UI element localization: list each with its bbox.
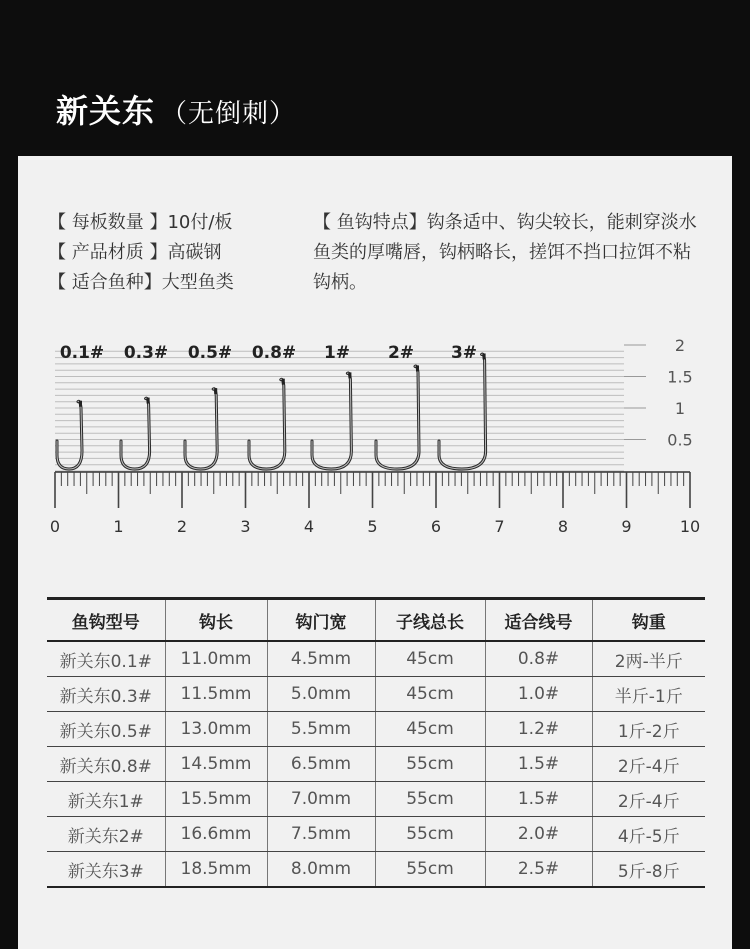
cell-gap-width: 6.5mm [267, 747, 375, 782]
ruler-cm-label: 0 [49, 517, 61, 536]
header-line-size: 适合线号 [485, 599, 592, 642]
cell-line-length: 55cm [375, 852, 485, 888]
cell-model: 新关东0.3# [47, 677, 165, 712]
cell-line-size: 2.5# [485, 852, 592, 888]
feature-label: 【 鱼钩特点】 [313, 212, 427, 233]
cell-gap-width: 5.5mm [267, 712, 375, 747]
header-model: 鱼钩型号 [47, 599, 165, 642]
hook-size-label: 0.8# [251, 343, 297, 363]
hook-size-label: 1# [323, 343, 351, 363]
hook-size-label: 0.3# [123, 343, 169, 363]
hook-eye [147, 398, 150, 404]
cell-line-length: 45cm [375, 677, 485, 712]
ruler-cm-label: 4 [303, 517, 315, 536]
spec-row [48, 238, 328, 268]
hook-eye [348, 372, 351, 378]
cell-model: 新关东0.5# [47, 712, 165, 747]
spec-row [48, 268, 328, 298]
header-line-length: 子线总长 [375, 599, 485, 642]
cell-model: 新关东1# [47, 782, 165, 817]
cell-line-size: 1.5# [485, 782, 592, 817]
cell-line-size: 1.0# [485, 677, 592, 712]
hook-size-label: 2# [387, 343, 415, 363]
hook-size-label: 0.1# [59, 343, 105, 363]
table-header-row [47, 599, 705, 642]
ruler-cm-label: 2 [176, 517, 188, 536]
cell-gap-width: 7.0mm [267, 782, 375, 817]
scale-label: 2 [674, 336, 686, 355]
cell-gap-width: 7.5mm [267, 817, 375, 852]
ruler-cm-label: 8 [557, 517, 569, 536]
cell-line-length: 55cm [375, 782, 485, 817]
hook-highlight [185, 389, 217, 469]
cell-line-length: 55cm [375, 747, 485, 782]
title-main: 新关东 [56, 92, 156, 130]
feature-text: 钩条适中、钩尖较长，能刺穿淡水鱼类的厚嘴唇，钩柄略长，搓饵不挡口拉饵不粘钩柄。 [313, 212, 697, 293]
cell-line-size: 0.8# [485, 641, 592, 677]
scale-label: 1 [674, 399, 686, 418]
header-gap-width: 钩门宽 [267, 599, 375, 642]
cell-fish-weight: 4斤-5斤 [592, 817, 705, 852]
ruler-cm-label: 1 [113, 517, 124, 536]
cell-line-size: 2.0# [485, 817, 592, 852]
cell-hook-length: 13.0mm [165, 712, 267, 747]
hook-eye [214, 388, 217, 394]
hook-shape [376, 366, 419, 469]
cell-hook-length: 18.5mm [165, 852, 267, 888]
ruler-cm-label: 6 [430, 517, 442, 536]
cell-line-size: 1.5# [485, 747, 592, 782]
cell-hook-length: 15.5mm [165, 782, 267, 817]
hook-size-ruler [18, 336, 732, 556]
cell-gap-width: 4.5mm [267, 641, 375, 677]
table-row [47, 641, 705, 677]
hook-eye [416, 365, 419, 371]
cell-hook-length: 16.6mm [165, 817, 267, 852]
hook-shape [249, 379, 285, 469]
spec-label: 【 每板数量 】 [48, 212, 168, 233]
hook-highlight [249, 379, 285, 469]
scale-label: 1.5 [667, 367, 693, 387]
title-subtitle: （无倒刺） [161, 99, 297, 129]
ruler-cm-label: 3 [240, 517, 251, 536]
hook-highlight [376, 366, 419, 469]
cell-hook-length: 11.5mm [165, 677, 267, 712]
ruler-cm-label: 7 [494, 517, 505, 536]
cell-model: 新关东0.1# [47, 641, 165, 677]
cell-line-length: 45cm [375, 641, 485, 677]
page-title [56, 86, 296, 132]
hook-eye [483, 353, 486, 359]
header-fish-weight: 钩重 [592, 599, 705, 642]
hook-eye [79, 401, 82, 407]
cell-line-length: 55cm [375, 817, 485, 852]
spec-label: 【 产品材质 】 [48, 242, 168, 263]
header-hook-length: 钩长 [165, 599, 267, 642]
cell-fish-weight: 2斤-4斤 [592, 747, 705, 782]
hook-eye [282, 379, 285, 385]
ruler-cm-label: 9 [621, 517, 632, 536]
cell-model: 新关东0.8# [47, 747, 165, 782]
ruler-cm-label: 5 [367, 517, 378, 536]
spec-value: 高碳钢 [167, 242, 222, 263]
cell-fish-weight: 2两-半斤 [592, 641, 705, 677]
hook-shape [185, 389, 217, 469]
cell-fish-weight: 2斤-4斤 [592, 782, 705, 817]
table-row [47, 712, 705, 747]
cell-gap-width: 5.0mm [267, 677, 375, 712]
spec-table [47, 597, 705, 888]
cell-fish-weight: 5斤-8斤 [592, 852, 705, 888]
cell-fish-weight: 半斤-1斤 [592, 677, 705, 712]
spec-list [48, 208, 328, 298]
spec-value: 10付/板 [167, 212, 233, 233]
cell-gap-width: 8.0mm [267, 852, 375, 888]
hook-size-label: 3# [450, 343, 478, 363]
table-row [47, 852, 705, 888]
spec-value: 大型鱼类 [161, 272, 234, 293]
table-row [47, 747, 705, 782]
table-row [47, 677, 705, 712]
cell-line-size: 1.2# [485, 712, 592, 747]
spec-row [48, 208, 328, 238]
table-row [47, 782, 705, 817]
cell-model: 新关东3# [47, 852, 165, 888]
hook-size-label: 0.5# [187, 343, 233, 363]
cell-line-length: 45cm [375, 712, 485, 747]
cell-fish-weight: 1斤-2斤 [592, 712, 705, 747]
spec-label: 【 适合鱼种】 [48, 272, 162, 293]
cell-model: 新关东2# [47, 817, 165, 852]
feature-description [313, 208, 703, 298]
content-panel [18, 156, 732, 949]
scale-label: 0.5 [667, 430, 693, 450]
cell-hook-length: 14.5mm [165, 747, 267, 782]
cell-hook-length: 11.0mm [165, 641, 267, 677]
table-row [47, 817, 705, 852]
ruler-graphic [18, 336, 732, 556]
ruler-cm-label: 10 [679, 517, 701, 536]
